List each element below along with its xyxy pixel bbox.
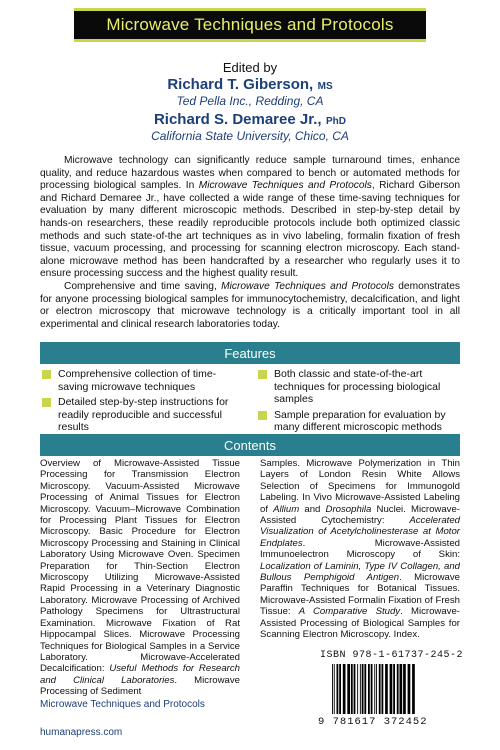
bullet-square-icon bbox=[42, 398, 51, 407]
description bbox=[40, 155, 460, 331]
barcode-bar bbox=[351, 664, 353, 714]
barcode-bar bbox=[347, 664, 350, 714]
barcode-bar bbox=[379, 664, 381, 714]
barcode-bar bbox=[393, 664, 395, 714]
publisher-url[interactable]: humanapress.com bbox=[40, 727, 123, 738]
barcode-bar bbox=[390, 664, 393, 714]
barcode-bar bbox=[368, 664, 370, 714]
text-run: Comprehensive and time saving, bbox=[64, 280, 222, 292]
text-run: demonstrates for anyone processing biological samples for immunocytochemistry, decalcification, and light or electron microscopy that microwave technology is a critically important tool in all experimental and clinical research laboratories today. bbox=[40, 280, 460, 330]
feature-text: Comprehensive collection of time-saving microwave techniques bbox=[58, 368, 217, 393]
text-run: , Richard Giberson and Richard Demaree Jr., have collected a wide range of these time-saving techniques for evaluation by many different microscopic methods. Described in step-by-step detail by hands-on researchers, these readily reproducible protocols include both optimized classic methods and such state-of-the art techniques as in vivo labeling, formalin fixation of fresh tissue, vacuum processing, and processing for scanning electron microscopy. Each stand-alone microwave method has been handcrafted by a researcher who regularly uses it to ensure processing success and the highest quality result. bbox=[40, 180, 461, 280]
barcode-bar bbox=[360, 664, 361, 714]
editor-name: Richard S. Demaree Jr., bbox=[153, 111, 322, 128]
bullet-square-icon bbox=[258, 411, 267, 420]
barcode-bar bbox=[364, 664, 366, 714]
feature-text: Detailed step-by-step instructions for readily reproducible and successful results bbox=[58, 396, 229, 434]
book-title: Microwave Techniques and Protocols bbox=[106, 15, 394, 34]
barcode-bar bbox=[337, 664, 339, 714]
text-run: Nuclei. Microwave-Assisted Cytochemistry: bbox=[260, 503, 461, 527]
title-box bbox=[74, 8, 426, 42]
text-run: Samples. Microwave Polymerization in Thin Layers of London Resin White Allows Selection of Specimens for Immunogold Labeling. In Vivo Microwave-Assisted Labeling of bbox=[260, 458, 460, 515]
text-run: . Microwave-Assisted Processing of Biological Samples for Scanning Electron Microscopy. Index. bbox=[260, 606, 461, 641]
text-run: . Microwave-Assisted Immunoelectron Microscopy of Skin: bbox=[260, 537, 460, 561]
feature-item bbox=[42, 368, 242, 393]
edited-by-label: Edited by bbox=[222, 60, 278, 75]
footer-series-title: Microwave Techniques and Protocols bbox=[40, 699, 205, 710]
barcode-bar bbox=[339, 664, 341, 714]
features-left-column bbox=[42, 368, 242, 437]
contents-heading-bar bbox=[40, 434, 460, 456]
barcode-bar bbox=[362, 664, 364, 714]
editor-degree: MS bbox=[317, 81, 333, 92]
barcode-bar bbox=[397, 664, 399, 714]
contents-left-column bbox=[40, 458, 240, 698]
text-run: Microwave technology can significantly reduce sample turnaround times, enhance quality, and reduce hazardous wastes when compared to bench or automated methods for processing biological samples. In bbox=[40, 155, 460, 192]
feature-item bbox=[258, 368, 458, 406]
editor-affiliation: California State University, Chico, CA bbox=[151, 129, 349, 143]
barcode-bar bbox=[382, 664, 384, 714]
feature-text: Both classic and state-of-the-art techniques for processing biological samples bbox=[274, 368, 441, 406]
book-title-italic: Microwave Techniques and Protocols bbox=[198, 180, 372, 192]
editor-2 bbox=[0, 111, 500, 129]
barcode-bar bbox=[385, 664, 388, 714]
italic-run: A Comparative Study bbox=[298, 606, 401, 618]
bullet-square-icon bbox=[42, 370, 51, 379]
contents-heading: Contents bbox=[223, 437, 277, 453]
barcode bbox=[330, 664, 458, 714]
editor-affiliation: Ted Pella Inc., Redding, CA bbox=[176, 94, 324, 108]
features-heading-bar bbox=[40, 342, 460, 364]
italic-run: Localization of Laminin, Type IV Collagen, and Bullous Pemphigoid Antigen bbox=[260, 560, 460, 584]
editor-name: Richard T. Giberson, bbox=[167, 76, 314, 93]
barcode-bar bbox=[371, 664, 373, 714]
barcode-bar bbox=[400, 664, 403, 714]
text-run: . Microwave Processing of Sediment bbox=[40, 674, 240, 698]
bullet-square-icon bbox=[258, 370, 267, 379]
barcode-bar bbox=[412, 664, 415, 714]
title-banner bbox=[0, 0, 500, 50]
barcode-bar bbox=[357, 664, 358, 714]
contents-right-column bbox=[260, 458, 460, 641]
barcode-bar bbox=[343, 664, 346, 714]
italic-run: Drosophila bbox=[325, 503, 372, 515]
features-right-column bbox=[258, 368, 458, 437]
text-run: . Microwave Paraffin Techniques for Botanical Tissues. Microwave-Assisted Formalin Fixation of Fresh Tissue: bbox=[260, 572, 460, 618]
feature-text: Sample preparation for evaluation by many different microscopic methods bbox=[274, 408, 446, 434]
barcode-number: 9 781617 372452 bbox=[318, 716, 428, 728]
italic-run: Allium bbox=[273, 503, 300, 515]
feature-item bbox=[258, 409, 458, 434]
text-run: and bbox=[299, 503, 326, 515]
feature-item bbox=[42, 396, 242, 434]
features-heading: Features bbox=[224, 345, 276, 361]
italic-run: Accelerated Visualization of Acetylcholinesterase at Motor Endplates bbox=[260, 515, 460, 549]
barcode-bar bbox=[374, 664, 375, 714]
editors-block bbox=[0, 60, 500, 146]
barcode-bar bbox=[334, 664, 335, 714]
barcode-bar bbox=[354, 664, 356, 714]
barcode-bar bbox=[332, 664, 333, 714]
editor-1 bbox=[0, 76, 500, 94]
description-paragraph bbox=[40, 155, 460, 281]
isbn-text: ISBN 978-1-61737-245-2 bbox=[320, 650, 464, 661]
description-paragraph bbox=[40, 281, 460, 331]
text-run: Overview of Microwave-Assisted Tissue Processing for Transmission Electron Microscopy. Vacuum-Assisted Microwave Processing of Animal Tissues for Electron Microscopy. Vacuum–Microwave Combination for Processing Plant Tissues for Electron Microscopy. Basic Procedure for Electron Microscopy Processing and Staining in Clinical Laboratory Using Microwave Oven. Specimen Preparation for Thin-Section Electron Microscopy Utilizing Microwave-Assisted Rapid Processing in a Veterinary Diagnostic Laboratory. Microwave Processing of Archived Pathology Specimens for Ultrastructural Examination. Microwave Fixation of Rat Hippocampal Slices. Microwave Processing Techniques for Biological Samples in a Service Laboratory. Microwave-Accelerated Decalcification: bbox=[40, 458, 240, 675]
italic-run: Useful Methods for Research and Clinical Laboratories bbox=[40, 663, 240, 686]
barcode-bar bbox=[403, 664, 406, 714]
book-title-italic: Microwave Techniques and Protocols bbox=[221, 280, 394, 292]
barcode-bar bbox=[408, 664, 411, 714]
editor-degree: PhD bbox=[326, 116, 347, 127]
barcode-bar bbox=[376, 664, 377, 714]
